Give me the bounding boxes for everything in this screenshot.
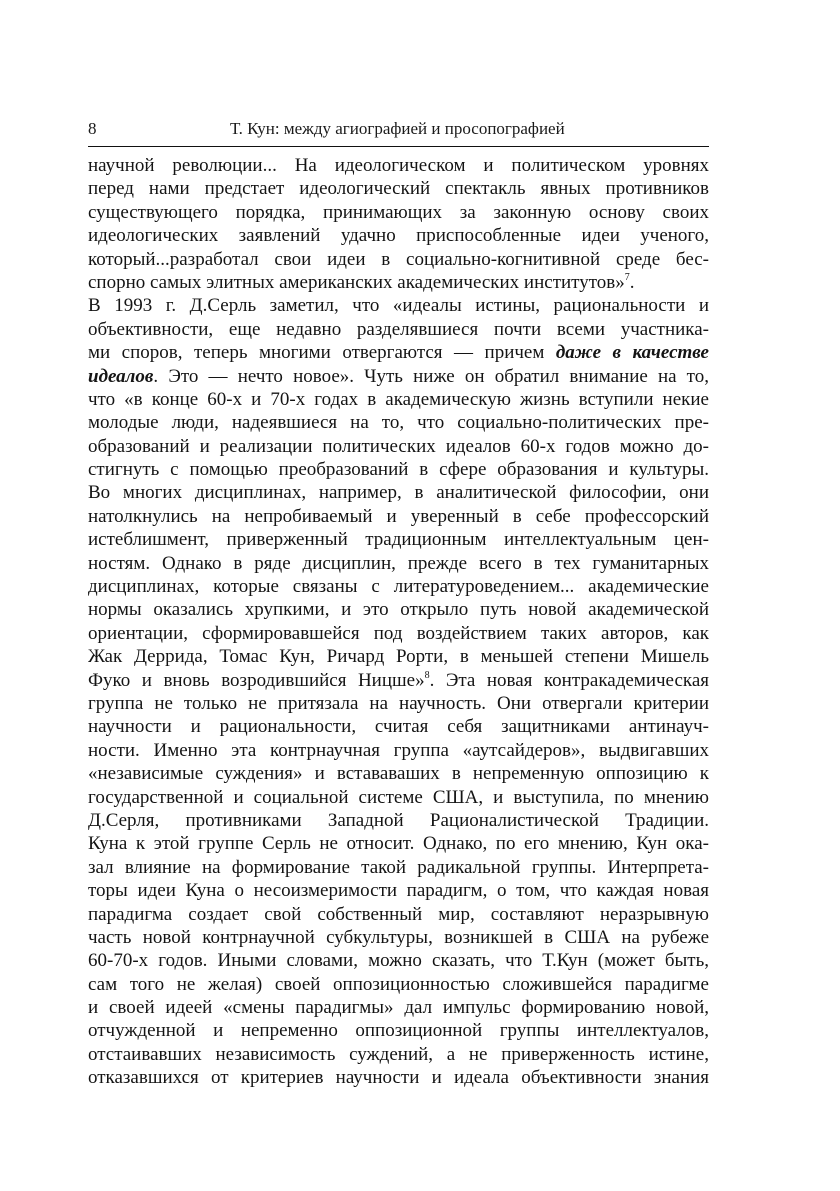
text-fragment: . [629,271,635,293]
text-fragment: ми споров, теперь многими отвергаются — причем [88,342,556,364]
text-line: торы идеи Куна о несоизмеримости парадигм, о том, что каждая новая [88,880,709,902]
text-line: Куна к этой группе Серль не относит. Однако, по его мнению, Кун ока- [88,833,709,855]
page-number: 8 [88,119,97,138]
text-line: Д.Серля, противниками Западной Рационалистической Традиции. [88,809,709,831]
text-line: истеблишмент, приверженный традиционным интеллектуальным цен- [88,529,709,551]
running-title: Т. Кун: между агиографией и просопографией [230,119,565,138]
text-line: группа не только не притязала на научность. Они отвергали критерии [88,692,709,714]
text-line: часть новой контрнаучной субкультуры, возникшей в США на рубеже [88,926,709,948]
text-line: ориентации, сформировавшейся под воздействием таких авторов, как [88,622,709,644]
text-line: натолкнулись на непробиваемый и уверенный в себе профессорский [88,505,709,527]
text-line [88,271,709,294]
text-line: и своей идеей «смены парадигмы» дал импульс формированию новой, [88,997,709,1019]
text-line [88,365,709,388]
text-line: зал влияние на формирование такой радикальной группы. Интерпрета- [88,856,709,878]
text-line: ностям. Однако в ряде дисциплин, прежде всего в тех гуманитарных [88,552,709,574]
body-text [88,154,709,1090]
text-line: отказавшихся от критериев научности и идеала объективности знания [88,1067,709,1089]
text-line: сам того не желая) своей оппозиционностью сложившейся парадигме [88,973,709,995]
text-line: отстаивавших независимость суждений, а не приверженность истине, [88,1043,709,1065]
text-line: научной революции... На идеологическом и политическом уровнях [88,155,709,176]
running-head [88,119,709,143]
text-fragment: . Это — нечто новое». Чуть ниже он обратил внимание на то, [153,365,709,387]
footnote-ref-7[interactable]: 7 [624,271,630,283]
text-line: молодые люди, надеявшиеся на то, что социально-политических пре- [88,412,709,434]
text-line: 60-70-х годов. Иными словами, можно сказать, что Т.Кун (может быть, [88,950,709,972]
text-line [88,341,709,364]
text-line: стигнуть с помощью преобразований в сфере образования и культуры. [88,459,709,481]
text-line: образований и реализации политических идеалов 60-х годов можно до- [88,435,709,457]
text-line: нормы оказались хрупкими, и это открыло путь новой академической [88,599,709,621]
footnote-ref-8[interactable]: 8 [424,669,430,681]
text-fragment: спорно самых элитных американских академических институтов» [88,271,625,293]
text-line: отчужденной и непременно оппозиционной группы интеллектуалов, [88,1020,709,1042]
text-line: существующего порядка, принимающих за законную основу своих [88,201,709,223]
text-line: «независимые суждения» и встававаших в непременную оппозицию к [88,763,709,785]
text-line: перед нами предстает идеологический спектакль явных противников [88,178,709,200]
header-rule [88,146,709,147]
emphasis-text: даже в качестве [555,342,709,364]
text-line: парадигма создает свой собственный мир, составляют неразрывную [88,903,709,925]
text-line: объективности, еще недавно разделявшиеся почти всеми участника- [88,318,709,340]
text-line: научности и рациональности, считая себя защитниками антинауч- [88,716,709,738]
text-line: Во многих дисциплинах, например, в аналитической философии, они [88,482,709,504]
text-line: что «в конце 60-х и 70-х годах в академическую жизнь вступили некие [88,388,709,410]
text-line: ности. Именно эта контрнаучная группа «аутсайдеров», выдвигавших [88,739,709,761]
text-line [88,669,709,692]
text-fragment: Фуко и вновь возродившийся Ницше» [88,669,425,691]
text-line: В 1993 г. Д.Серль заметил, что «идеалы истины, рациональности и [88,295,709,317]
text-line: государственной и социальной системе США, и выступила, по мнению [88,786,709,808]
text-line: идеологических заявлений удачно приспособленные идеи ученого, [88,225,709,247]
text-line: дисциплинах, которые связаны с литературоведением... академические [88,576,709,598]
text-fragment: . Эта новая контракадемическая [429,669,709,691]
emphasis-text: идеалов [88,365,154,387]
text-line: который...разработал свои идеи в социально-когнитивной среде бес- [88,248,709,270]
text-line: Жак Деррида, Томас Кун, Ричард Рорти, в меньшей степени Мишель [88,646,709,668]
